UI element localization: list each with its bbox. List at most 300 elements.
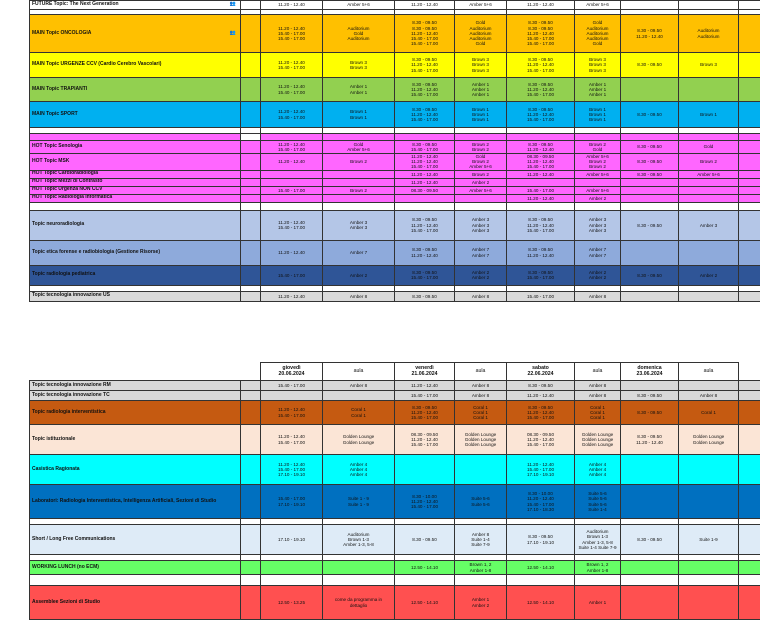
- room-name: Amber 1-3, 5-8: [343, 542, 374, 548]
- topic-name: [30, 53, 241, 78]
- room-name: Brown 3: [472, 57, 489, 63]
- time-cell: [395, 265, 455, 285]
- time-slot: 11.20 - 12.40: [411, 171, 438, 177]
- time-slot: 8.30 - 09.50: [412, 57, 437, 63]
- time-slot: 15.40 - 17.00: [277, 65, 306, 70]
- gap-cell: [241, 78, 261, 102]
- time-cell: [261, 141, 323, 154]
- time-slot: 8.30 - 09.50: [412, 217, 437, 223]
- time-cell: [261, 240, 323, 265]
- gap-cell: [241, 154, 261, 171]
- time-slot: 08.30 - 09.50: [526, 154, 555, 159]
- room-cell: [575, 381, 621, 391]
- time-slot: 11.20 - 12.40: [278, 2, 305, 8]
- room-name: Amber 8: [471, 392, 490, 398]
- room-cell: [575, 141, 621, 154]
- room-name: Auditorium: [469, 25, 492, 31]
- time-slot: 8.30 - 09.50: [528, 20, 553, 26]
- time-cell: [395, 391, 455, 401]
- room-cell: [323, 525, 395, 555]
- room-name: Auditorium: [347, 36, 370, 42]
- end-cell: [739, 53, 760, 78]
- room-name: Brown 2: [589, 164, 606, 170]
- room-name: Brown 1: [350, 109, 367, 115]
- time-cell: [261, 194, 323, 202]
- time-cell: [621, 381, 679, 391]
- room-name: Suite 1-4: [588, 506, 607, 512]
- room-cell: [455, 210, 507, 240]
- time-slot: 15.40 - 17.00: [410, 147, 439, 152]
- time-slot: 8.30 - 09.50: [637, 409, 662, 415]
- time-cell: [507, 525, 575, 555]
- gap-cell: [241, 291, 261, 301]
- end-cell: [739, 154, 760, 171]
- room-name: Amber 8: [471, 531, 490, 537]
- topic-name: [30, 154, 241, 171]
- time-cell: [507, 194, 575, 202]
- room-cell: [679, 265, 739, 285]
- room-name: Brown 3: [472, 62, 489, 68]
- schedule-row: [30, 575, 760, 586]
- time-cell: [621, 186, 679, 194]
- time-slot: 15.40 - 17.00: [410, 415, 439, 421]
- time-slot: 11.20 - 12.40: [527, 159, 554, 165]
- time-slot: 11.20 - 12.40: [411, 409, 438, 415]
- topic-label: HOT Topic Urgenza NON CCV: [32, 186, 103, 193]
- room-name: Amber 3: [588, 227, 607, 233]
- time-cell: [395, 178, 455, 186]
- time-cell: [261, 102, 323, 128]
- time-cell: [621, 455, 679, 485]
- end-cell: [739, 194, 760, 202]
- room-name: Golden Lounge: [342, 439, 375, 445]
- room-name: Amber 4: [349, 472, 368, 478]
- day-name: domenica: [637, 365, 662, 372]
- room-name: Brown 1, 2: [586, 562, 609, 568]
- topic-name: [30, 586, 241, 620]
- topic-name: [30, 525, 241, 555]
- topic-label: Topic tecnologia innovazione US: [32, 292, 110, 299]
- room-name: Amber 2: [588, 269, 607, 275]
- time-slot: 8.30 - 09.50: [412, 141, 437, 147]
- time-slot: 11.20 - 12.40: [278, 434, 305, 440]
- time-slot: 11.20 - 12.40: [278, 25, 305, 31]
- time-cell: [395, 154, 455, 171]
- time-slot: 11.20 - 12.40: [527, 496, 554, 502]
- topic-label: Casistica Ragionata: [32, 465, 80, 472]
- gap-cell: [241, 178, 261, 186]
- time-slot: 15.40 - 17.00: [277, 147, 306, 152]
- room-cell: [455, 78, 507, 102]
- room-cell: [455, 53, 507, 78]
- time-slot: 15.40 - 17.00: [526, 41, 555, 47]
- time-slot: 12.50 - 13.25: [277, 599, 306, 605]
- time-slot: 11.20 - 12.40: [636, 439, 663, 445]
- gap-cell: [241, 210, 261, 240]
- room-name: Golden Lounge: [581, 436, 614, 442]
- room-name: Gold: [703, 144, 714, 150]
- time-slot: 15.40 - 17.00: [410, 164, 439, 170]
- time-cell: [261, 401, 323, 425]
- time-cell: [507, 134, 575, 141]
- room-cell: [455, 202, 507, 210]
- schedule-row: [30, 1, 760, 10]
- time-cell: [507, 391, 575, 401]
- room-name: Amber 2: [349, 272, 368, 278]
- time-slot: 8.30 - 09.50: [528, 141, 553, 147]
- room-name: Amber 7: [471, 252, 490, 258]
- time-slot: 11.20 - 12.40: [411, 222, 438, 228]
- end-cell: [739, 586, 760, 620]
- time-slot: 8.30 - 09.50: [528, 106, 553, 112]
- gap-cell: [241, 134, 261, 141]
- room-name: Amber 4: [588, 461, 607, 467]
- topic-name: [30, 561, 241, 575]
- day-date: 20.06.2024: [278, 370, 305, 377]
- room-name: Amber 1: [471, 92, 490, 98]
- room-cell: [679, 170, 739, 178]
- room-cell: [455, 586, 507, 620]
- time-slot: 15.40 - 17.00: [526, 227, 555, 233]
- room-name: Brown 3: [472, 67, 489, 73]
- topic-name: [30, 381, 241, 391]
- topic-name: [30, 15, 241, 53]
- room-name: Suite 7-9: [471, 542, 490, 548]
- room-cell: [575, 265, 621, 285]
- room-name: Amber 7: [471, 247, 490, 253]
- day-header: [261, 363, 323, 381]
- room-cell: [323, 210, 395, 240]
- time-slot: 8.30 - 09.50: [528, 404, 553, 410]
- time-cell: [621, 202, 679, 210]
- time-slot: 15.40 - 17.00: [410, 41, 439, 47]
- time-cell: [507, 575, 575, 586]
- time-cell: [395, 525, 455, 555]
- time-cell: [395, 134, 455, 141]
- time-slot: 11.20 - 12.40: [411, 111, 438, 117]
- room-name: Coral 1: [351, 412, 366, 418]
- room-name: Coral 1: [590, 409, 605, 415]
- time-slot: 15.40 - 17.00: [526, 415, 555, 421]
- room-cell: [679, 194, 739, 202]
- room-cell: [455, 391, 507, 401]
- topic-name: [30, 240, 241, 265]
- room-cell: [679, 210, 739, 240]
- room-cell: [679, 401, 739, 425]
- day-name: sabato: [532, 365, 549, 372]
- end-cell: [739, 291, 760, 301]
- time-slot: 11.20 - 12.40: [411, 154, 438, 159]
- time-slot: 8.30 - 09.50: [412, 404, 437, 410]
- time-slot: 08.30 - 09.50: [410, 431, 439, 437]
- room-cell: [575, 78, 621, 102]
- end-cell: [739, 15, 760, 53]
- time-slot: 15.40 - 17.00: [526, 92, 555, 98]
- room-name: Amber 1-8: [586, 567, 609, 573]
- topic-name: [30, 141, 241, 154]
- room-name: Brown 3: [589, 62, 606, 68]
- time-slot: 11.20 - 12.40: [411, 436, 438, 442]
- time-cell: [507, 401, 575, 425]
- topic-name: [30, 265, 241, 285]
- time-slot: 11.20 - 12.40: [411, 2, 438, 8]
- topic-label: Assemblee Sezioni di Studio: [32, 598, 101, 605]
- room-name: Coral 1: [351, 407, 366, 413]
- time-cell: [261, 455, 323, 485]
- room-name: Amber 2: [471, 275, 490, 281]
- room-cell: [455, 381, 507, 391]
- room-name: Amber 1: [471, 81, 490, 87]
- time-slot: 11.20 - 12.40: [527, 62, 554, 68]
- room-cell: [455, 525, 507, 555]
- time-slot: 11.20 - 12.40: [527, 30, 554, 36]
- gap-cell: [241, 53, 261, 78]
- time-slot: 15.40 - 17.00: [277, 412, 306, 418]
- room-name: Amber 1: [471, 597, 490, 603]
- time-cell: [395, 455, 455, 485]
- day-header: [575, 363, 621, 381]
- room-name: Brown 2: [589, 159, 606, 165]
- room-cell: [455, 401, 507, 425]
- room-name: Amber 3: [699, 222, 718, 228]
- day-name: aula: [703, 367, 714, 374]
- time-cell: [507, 485, 575, 519]
- time-cell: [395, 586, 455, 620]
- time-slot: 11.20 - 12.40: [527, 409, 554, 415]
- time-slot: 11.20 - 12.40: [411, 86, 438, 92]
- time-cell: [507, 154, 575, 171]
- time-slot: 11.20 - 12.40: [411, 179, 438, 185]
- time-cell: [395, 15, 455, 53]
- topic-label: Topic istituzionale: [32, 435, 76, 442]
- room-cell: [679, 575, 739, 586]
- room-name: Golden Lounge: [581, 431, 614, 437]
- time-cell: [507, 170, 575, 178]
- time-cell: [507, 102, 575, 128]
- gap-cell: [241, 15, 261, 53]
- room-name: come da programma in: [334, 597, 383, 603]
- room-cell: [679, 425, 739, 455]
- time-cell: [621, 178, 679, 186]
- room-name: Golden Lounge: [692, 434, 725, 440]
- time-cell: [261, 425, 323, 455]
- topic-label: MAIN Topic URGENZE CCV (Cardio Cerebro Vascolari): [32, 61, 162, 68]
- day-date: 23.06.2024: [636, 370, 663, 377]
- room-name: Amber 5+6: [347, 2, 370, 8]
- time-slot: 11.20 - 12.40: [527, 171, 554, 177]
- room-cell: [575, 170, 621, 178]
- time-slot: 15.40 - 17.00: [410, 227, 439, 233]
- time-cell: [261, 154, 323, 171]
- time-slot: 8.30 - 09.50: [528, 534, 553, 540]
- gap-cell: [241, 265, 261, 285]
- gap-cell: [241, 485, 261, 519]
- topic-name: [30, 102, 241, 128]
- time-cell: [621, 141, 679, 154]
- topic-label: MAIN Topic ONCOLOGIA: [32, 29, 92, 36]
- end-cell: [739, 134, 760, 141]
- time-slot: 17.10 - 19.10: [526, 539, 555, 545]
- gap-cell: [241, 586, 261, 620]
- topic-name: [30, 425, 241, 455]
- time-cell: [395, 53, 455, 78]
- time-slot: 17.10 - 19.10: [277, 536, 306, 542]
- room-cell: [575, 154, 621, 171]
- time-cell: [395, 202, 455, 210]
- time-cell: [395, 425, 455, 455]
- schedule-row: [30, 134, 760, 141]
- room-cell: [323, 141, 395, 154]
- end-cell: [739, 391, 760, 401]
- room-cell: [679, 202, 739, 210]
- room-cell: [575, 134, 621, 141]
- room-cell: [323, 391, 395, 401]
- room-cell: [575, 291, 621, 301]
- time-slot: 8.30 - 09.50: [412, 293, 437, 299]
- time-cell: [261, 15, 323, 53]
- room-cell: [575, 575, 621, 586]
- room-cell: [323, 485, 395, 519]
- time-cell: [621, 78, 679, 102]
- room-name: Amber 3: [471, 222, 490, 228]
- topic-name: [30, 455, 241, 485]
- time-slot: 8.30 - 09.50: [412, 25, 437, 31]
- topic-name: [30, 485, 241, 519]
- end-cell: [739, 485, 760, 519]
- room-cell: [679, 1, 739, 10]
- time-slot: 15.40 - 17.00: [277, 225, 306, 231]
- time-cell: [621, 15, 679, 53]
- time-slot: 11.20 - 12.40: [527, 86, 554, 92]
- room-name: Amber 2: [471, 269, 490, 275]
- room-name: Brown 1, 2: [469, 562, 492, 568]
- time-slot: 15.40 - 17.00: [526, 117, 555, 123]
- room-name: Brown 1-3: [587, 534, 608, 540]
- room-cell: [455, 425, 507, 455]
- room-name: Golden Lounge: [581, 442, 614, 448]
- room-name: Amber 8: [588, 392, 607, 398]
- room-name: Amber 2: [588, 275, 607, 281]
- time-slot: 15.40 - 17.00: [410, 442, 439, 448]
- time-slot: 15.40 - 17.00: [277, 30, 306, 36]
- room-name: Suite 5-6: [588, 491, 607, 497]
- room-cell: [575, 455, 621, 485]
- time-slot: 8.30 - 09.50: [528, 247, 553, 253]
- time-cell: [395, 575, 455, 586]
- room-name: Amber 7: [349, 250, 368, 255]
- time-cell: [507, 53, 575, 78]
- time-slot: 15.40 - 17.00: [526, 466, 555, 472]
- room-name: Brown 1: [700, 111, 717, 117]
- room-name: Auditorium: [469, 30, 492, 36]
- room-cell: [575, 586, 621, 620]
- gap-cell: [241, 202, 261, 210]
- time-slot: 11.20 - 12.40: [278, 219, 305, 225]
- time-slot: 12.50 - 14.10: [410, 564, 439, 570]
- room-name: Gold: [475, 20, 486, 26]
- room-cell: [455, 561, 507, 575]
- day-name: giovedì: [282, 365, 301, 372]
- schedule-row: [30, 102, 760, 128]
- room-name: Coral 1: [701, 409, 716, 415]
- end-cell: [739, 202, 760, 210]
- time-slot: 11.20 - 12.40: [278, 84, 305, 90]
- room-name: Auditorium: [347, 25, 370, 31]
- time-slot: 15.40 - 17.00: [526, 164, 555, 170]
- day-header: [679, 363, 739, 381]
- end-cell: [739, 425, 760, 455]
- schedule-row: [30, 202, 760, 210]
- time-slot: 15.40 - 17.00: [410, 67, 439, 73]
- time-slot: 15.40 - 17.00: [277, 496, 306, 502]
- room-cell: [455, 154, 507, 171]
- day-date: 22.06.2024: [527, 370, 554, 377]
- topic-name: [30, 170, 241, 178]
- room-name: Brown 3: [589, 57, 606, 63]
- gap-cell: [241, 525, 261, 555]
- time-cell: [621, 102, 679, 128]
- room-name: Suite 1 - 9: [348, 496, 369, 502]
- room-cell: [679, 455, 739, 485]
- end-cell: [739, 78, 760, 102]
- schedule-row: [30, 561, 760, 575]
- room-name: Coral 1: [590, 404, 605, 410]
- room-cell: [575, 561, 621, 575]
- time-slot: 15.40 - 17.00: [526, 36, 555, 42]
- room-cell: [679, 391, 739, 401]
- header-blank: [30, 363, 241, 381]
- room-cell: [679, 186, 739, 194]
- room-cell: [575, 102, 621, 128]
- time-cell: [507, 186, 575, 194]
- topic-label: HOT Topic Mezzi di Contrasto: [32, 178, 103, 185]
- time-slot: 8.30 - 09.50: [637, 171, 662, 177]
- time-cell: [261, 381, 323, 391]
- time-cell: [507, 240, 575, 265]
- room-name: Amber 1-8: [469, 567, 492, 573]
- room-name: Suite 5-6: [588, 501, 607, 507]
- room-name: Brown 3: [589, 67, 606, 73]
- time-slot: 8.30 - 09.50: [637, 111, 662, 117]
- time-slot: 8.30 - 09.50: [528, 217, 553, 223]
- room-cell: [323, 1, 395, 10]
- topic-label: Short / Long Free Communications: [32, 535, 116, 542]
- schedule-row: [30, 78, 760, 102]
- topic-label: Topic tecnologia innovazione TC: [32, 391, 110, 398]
- time-slot: 15.40 - 17.00: [410, 92, 439, 98]
- room-cell: [575, 485, 621, 519]
- room-cell: [679, 291, 739, 301]
- time-slot: 8.30 - 09.50: [637, 62, 662, 68]
- topic-name: [30, 134, 241, 141]
- room-cell: [323, 425, 395, 455]
- gap-cell: [241, 1, 261, 10]
- room-cell: [323, 586, 395, 620]
- schedule-row: [30, 291, 760, 301]
- time-cell: [507, 425, 575, 455]
- room-cell: [575, 391, 621, 401]
- time-cell: [507, 202, 575, 210]
- room-name: Coral 1: [473, 404, 488, 410]
- time-slot: 11.20 - 12.40: [278, 59, 305, 65]
- day-header: [507, 363, 575, 381]
- schedule-row: [30, 154, 760, 171]
- room-cell: [323, 202, 395, 210]
- time-slot: 17.10 - 19.10: [277, 501, 306, 507]
- room-cell: [679, 102, 739, 128]
- time-slot: 11.20 - 12.40: [411, 252, 438, 258]
- time-cell: [621, 485, 679, 519]
